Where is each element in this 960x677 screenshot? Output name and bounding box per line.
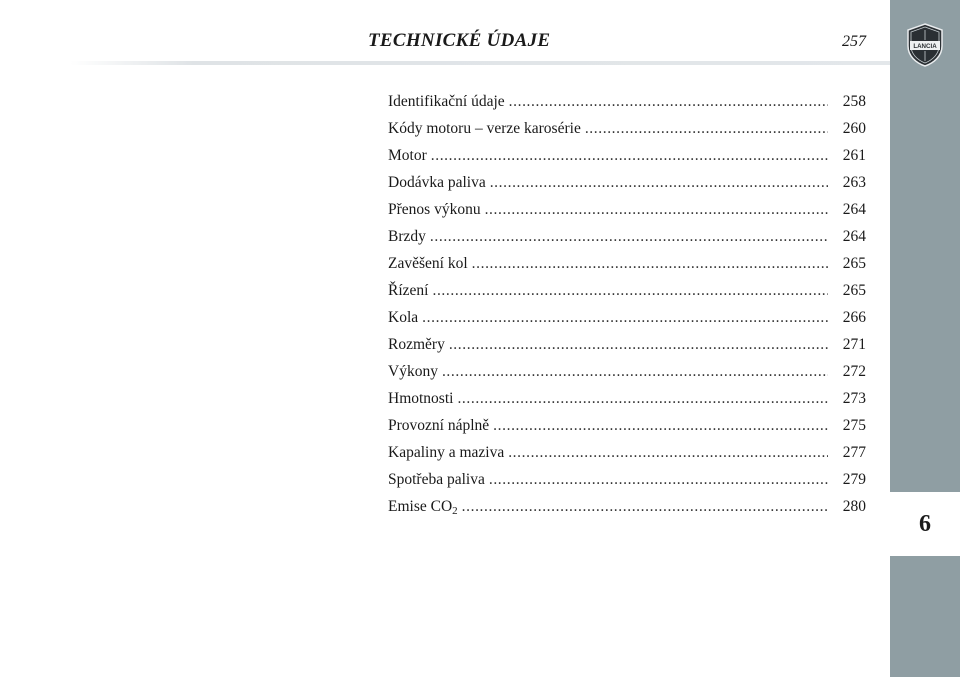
toc-entry-label: Provozní náplně [388, 417, 490, 434]
toc-entry-page: 271 [842, 336, 866, 353]
toc-entry[interactable] [388, 115, 866, 142]
toc-dot-leader [462, 493, 828, 520]
table-of-contents [388, 88, 866, 520]
logo-lettering: LANCIA [913, 43, 937, 51]
toc-entry[interactable] [388, 466, 866, 493]
toc-entry-label: Kódy motoru – verze karosérie [388, 120, 581, 137]
toc-dot-leader [489, 466, 828, 493]
toc-dot-leader [490, 169, 828, 196]
toc-entry-label: Emise $CO_2$ [388, 498, 458, 517]
header-rule [70, 61, 890, 65]
chapter-number: 6 [919, 510, 931, 537]
toc-entry[interactable] [388, 88, 866, 115]
page-number: 257 [842, 33, 866, 50]
toc-dot-leader [472, 250, 828, 277]
toc-entry-label: Hmotnosti [388, 390, 454, 407]
toc-dot-leader [493, 412, 828, 439]
toc-entry[interactable] [388, 250, 866, 277]
toc-dot-leader [457, 385, 828, 412]
toc-entry-page: 266 [842, 309, 866, 326]
toc-dot-leader [508, 439, 828, 466]
toc-dot-leader [442, 358, 828, 385]
page-title: TECHNICKÉ ÚDAJE [368, 30, 551, 51]
toc-dot-leader [422, 304, 828, 331]
chapter-number-tab[interactable] [890, 492, 960, 556]
toc-entry-page: 279 [842, 471, 866, 488]
toc-entry-label: Spotřeba paliva [388, 471, 485, 488]
toc-entry-label: Kapaliny a maziva [388, 444, 505, 461]
toc-entry-label: Přenos výkonu [388, 201, 481, 218]
toc-entry-page: 272 [842, 363, 866, 380]
chapter-side-tab [890, 0, 960, 677]
toc-entry-label: Motor [388, 147, 427, 164]
toc-entry[interactable] [388, 358, 866, 385]
toc-entry-label: Řízení [388, 282, 429, 299]
toc-dot-leader [431, 142, 828, 169]
toc-entry-label: Dodávka paliva [388, 174, 486, 191]
toc-entry-page: 265 [842, 255, 866, 272]
lancia-logo-icon [905, 22, 945, 68]
toc-dot-leader [485, 196, 828, 223]
toc-entry-label: Brzdy [388, 228, 426, 245]
toc-entry[interactable] [388, 439, 866, 466]
toc-entry-label: Identifikační údaje [388, 93, 505, 110]
toc-entry-page: 261 [842, 147, 866, 164]
toc-entry[interactable] [388, 304, 866, 331]
toc-entry[interactable] [388, 412, 866, 439]
toc-dot-leader [430, 223, 828, 250]
toc-entry-page: 264 [842, 201, 866, 218]
toc-entry-page: 264 [842, 228, 866, 245]
toc-entry[interactable] [388, 196, 866, 223]
toc-entry-label: Rozměry [388, 336, 445, 353]
toc-dot-leader [585, 115, 828, 142]
toc-entry-subscript: 2 [452, 505, 458, 517]
toc-entry[interactable] [388, 277, 866, 304]
toc-entry-page: 273 [842, 390, 866, 407]
toc-entry[interactable] [388, 142, 866, 169]
toc-entry-label: Zavěšení kol [388, 255, 468, 272]
toc-dot-leader [509, 88, 828, 115]
toc-entry[interactable] [388, 493, 866, 520]
toc-entry-page: 258 [842, 93, 866, 110]
toc-entry-page: 275 [842, 417, 866, 434]
toc-entry-page: 265 [842, 282, 866, 299]
toc-dot-leader [449, 331, 828, 358]
toc-entry-page: 263 [842, 174, 866, 191]
toc-entry[interactable] [388, 331, 866, 358]
toc-entry-page: 277 [842, 444, 866, 461]
toc-dot-leader [432, 277, 828, 304]
toc-entry-label: Kola [388, 309, 419, 326]
toc-entry-label: Výkony [388, 363, 438, 380]
toc-entry[interactable] [388, 385, 866, 412]
toc-entry-page: 280 [842, 498, 866, 515]
toc-entry[interactable] [388, 169, 866, 196]
toc-entry-page: 260 [842, 120, 866, 137]
toc-entry[interactable] [388, 223, 866, 250]
